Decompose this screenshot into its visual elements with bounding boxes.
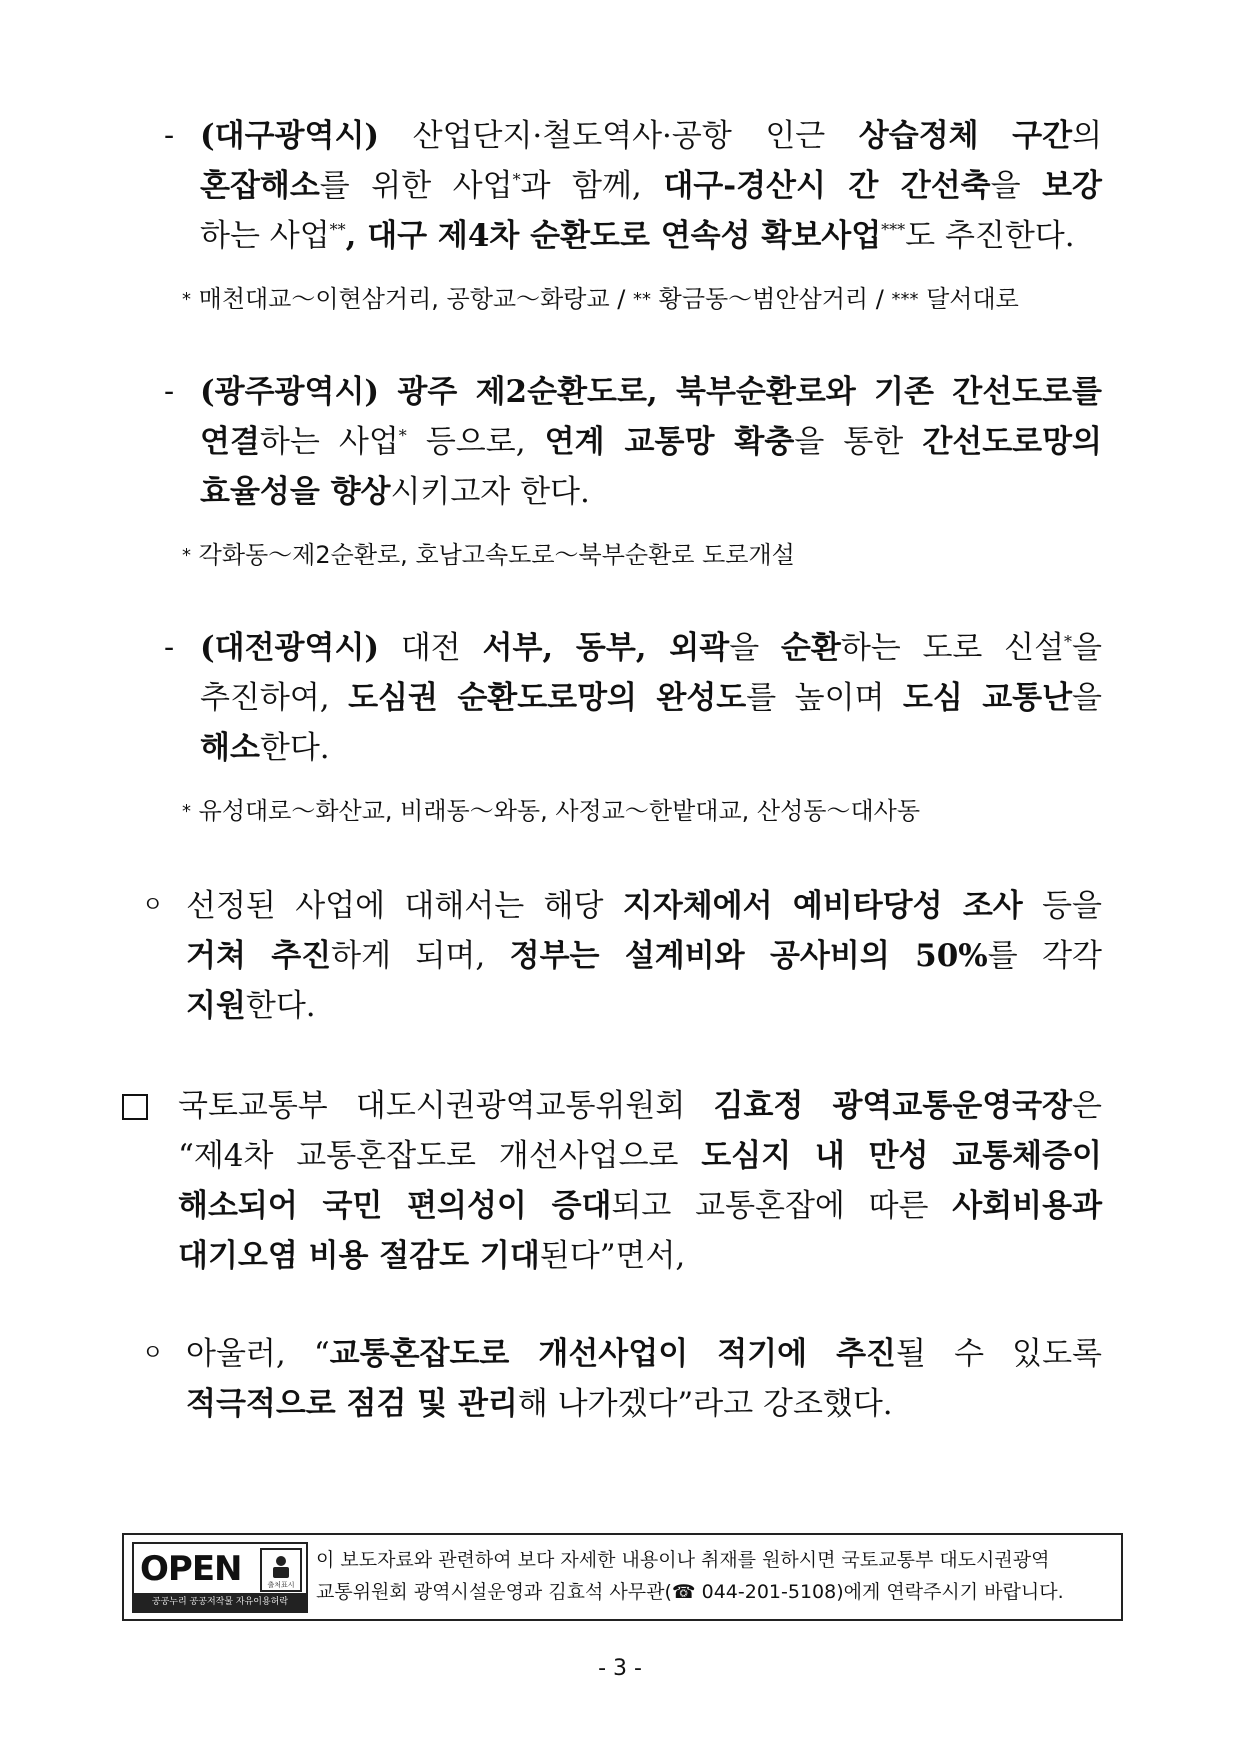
also-line-1: 아울러, “교통혼잡도로 개선사업이 적기에 추진될 수 있도록 xyxy=(186,1336,1102,1372)
attribution-label: 출처표시 xyxy=(267,1581,295,1589)
gwangju-line-1: (광주광역시) 광주 제2순환도로, 북부순환로와 기존 간선도로를 xyxy=(200,374,1102,410)
daejeon-line-2: 추진하여, 도심권 순환도로망의 완성도를 높이며 도심 교통난을 xyxy=(200,680,1102,716)
also-line-2: 적극적으로 점검 및 관리해 나가겠다”라고 강조했다. xyxy=(186,1386,893,1422)
contact-line-2: 교통위원회 광역시설운영과 김효석 사무관(☎ 044-201-5108)에게 연락주시기 바랍니다. xyxy=(316,1581,1064,1603)
contact-info-box xyxy=(122,1533,1123,1621)
daegu-footnote: * 매천대교～이현삼거리, 공항교～화랑교 / ** 황금동～범안삼거리 / *** 달서대로 xyxy=(182,285,1019,313)
daejeon-footnote: * 유성대로～화산교, 비래동～와동, 사정교～한밭대교, 산성동～대사동 xyxy=(182,797,921,825)
square-bullet-icon xyxy=(122,1094,148,1120)
contact-line-1: 이 보도자료와 관련하여 보다 자세한 내용이나 취재를 원하시면 국토교통부 대도시권광역 xyxy=(316,1549,1050,1571)
selected-line-1: 선정된 사업에 대해서는 해당 지자체에서 예비타당성 조사 등을 xyxy=(186,888,1103,924)
selected-line-2: 거쳐 추진하게 되며, 정부는 설계비와 공사비의 50%를 각각 xyxy=(186,938,1102,974)
dash-marker: - xyxy=(164,630,175,665)
daejeon-line-1: (대전광역시) 대전 서부, 동부, 외곽을 순환하는 도로 신설*을 xyxy=(200,630,1102,666)
daejeon-line-3: 해소한다. xyxy=(200,730,330,766)
gwangju-line-3: 효율성을 향상시키고자 한다. xyxy=(200,474,590,510)
quote-line-4: 대기오염 비용 절감도 기대된다”면서, xyxy=(178,1238,686,1274)
quote-line-3: 해소되어 국민 편의성이 증대되고 교통혼잡에 따른 사회비용과 xyxy=(178,1188,1103,1224)
attribution-icon xyxy=(260,1548,302,1592)
circle-marker: ㅇ xyxy=(142,893,164,918)
quote-line-2: “제4차 교통혼잡도로 개선사업으로 도심지 내 만성 교통체증이 xyxy=(178,1138,1102,1174)
circle-marker: ㅇ xyxy=(142,1341,164,1366)
daegu-line-3: 하는 사업**, 대구 제4차 순환도로 연속성 확보사업***도 추진한다. xyxy=(200,218,1075,254)
gwangju-footnote: * 각화동～제2순환로, 호남고속도로～북부순환로 도로개설 xyxy=(182,541,795,569)
gwangju-line-2: 연결하는 사업* 등으로, 연계 교통망 확충을 통한 간선도로망의 xyxy=(200,424,1103,460)
kogl-bar: 공공누리 공공저작물 자유이용허락 xyxy=(134,1593,306,1611)
kogl-open-logo xyxy=(132,1542,308,1613)
quote-line-1: 국토교통부 대도시권광역교통위원회 김효정 광역교통운영국장은 xyxy=(178,1088,1102,1124)
daegu-line-2: 혼잡해소를 위한 사업*과 함께, 대구-경산시 간 간선축을 보강 xyxy=(200,168,1102,204)
daegu-line-1: (대구광역시) 산업단지·철도역사·공항 인근 상습정체 구간의 xyxy=(200,118,1103,154)
selected-line-3: 지원한다. xyxy=(186,988,316,1024)
dash-marker: - xyxy=(164,374,175,409)
open-logo-text: OPEN xyxy=(140,1549,242,1589)
dash-marker: - xyxy=(164,118,175,153)
page-number: - 3 - xyxy=(598,1656,642,1681)
